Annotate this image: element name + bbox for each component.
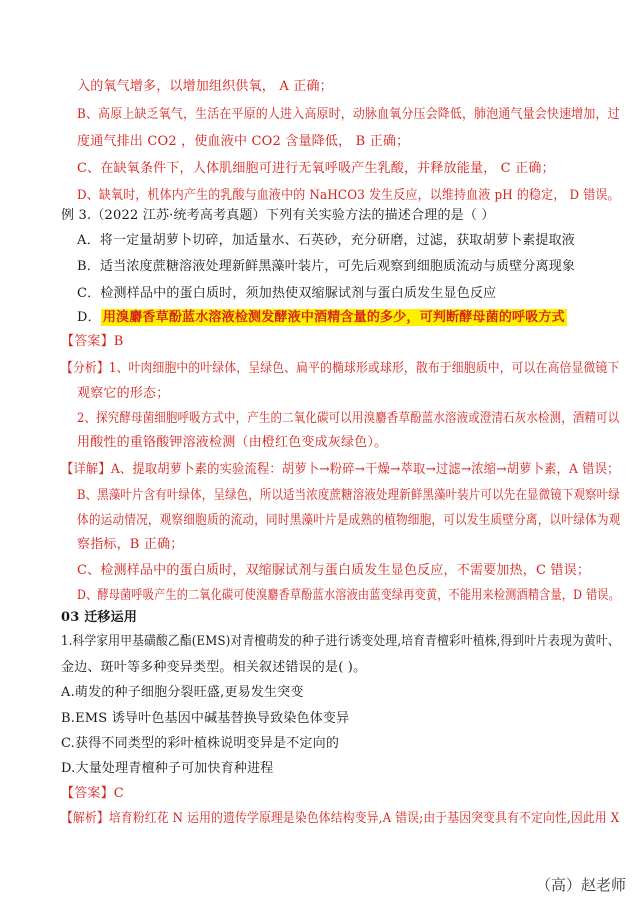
option-b: B．适当浓度蔗糖溶液处理新鲜黑藻叶装片，可先后观察到细胞质流动与质壁分离现象 xyxy=(77,259,576,274)
option-c: C．检测样品中的蛋白质时，须加热使双缩脲试剂与蛋白质发生显色反应 xyxy=(77,286,497,301)
footer-watermark: （高）赵老师 xyxy=(535,876,626,894)
q1-option-a: A.萌发的种子细胞分裂旺盛,更易发生突变 xyxy=(61,685,304,700)
detail-4: 察指标，B 正确； xyxy=(77,537,184,552)
detail-5: C、检测样品中的蛋白质时，双缩脲试剂与蛋白质发生显色反应，不需要加热，C 错误； xyxy=(77,563,591,578)
answer-1: 【答案】B xyxy=(61,334,124,349)
analysis-4: 用酸性的重铬酸钾溶液检测（由橙红色变成灰绿色）。 xyxy=(77,435,388,450)
detail-3: 体的运动情况，观察细胞质的流动，同时黑藻叶片是成熟的植物细胞，可以发生质壁分离，以叶绿体为观 xyxy=(77,513,621,528)
line-1: 入的氧气增多，以增加组织供氧， A 正确； xyxy=(77,79,333,94)
detail-1: 【详解】A、提取胡萝卜素的实验流程：胡萝卜→粉碎→干燥→萃取→过滤→浓缩→胡萝卜素，A 错误； xyxy=(61,462,620,477)
line-4: C、在缺氧条件下，人体肌细胞可进行无氧呼吸产生乳酸，并释放能量， C 正确； xyxy=(77,161,555,176)
line-3: 度通气排出 CO2 ，使血液中 CO2 含量降低， B 正确； xyxy=(77,134,410,149)
q1-option-d: D.大量处理青檀种子可加快育种进程 xyxy=(61,761,274,776)
question-1-line-1: 1.科学家用甲基磺酸乙酯(EMS)对青檀萌发的种子进行诱变处理,培育青檀彩叶植株,得到叶片表现为黄叶、 xyxy=(61,634,620,649)
example-question: 例 3.（2022 江苏·统考高考真题）下列有关实验方法的描述合理的是（ ） xyxy=(61,208,495,223)
analysis-2: 观察它的形态； xyxy=(77,386,170,401)
detail-6: D、酵母菌呼吸产生的二氧化碳可使溴麝香草酚蓝水溶液由蓝变绿再变黄，不能用来检测酒精含量，D 错误。 xyxy=(77,588,620,603)
analysis-1: 【分析】1、叶肉细胞中的叶绿体，呈绿色、扁平的椭球形或球形，散布于细胞质中，可以在高倍显微镜下 xyxy=(61,361,620,376)
option-a: A．将一定量胡萝卜切碎，加适量水、石英砂，充分研磨，过滤，获取胡萝卜素提取液 xyxy=(77,233,575,248)
answer-2: 【答案】C xyxy=(61,786,124,801)
option-d-highlight: 用溴麝香草酚蓝水溶液检测发酵液中酒精含量的多少，可判断酵母菌的呼吸方式 xyxy=(102,310,565,325)
detail-2: B、黑藻叶片含有叶绿体，呈绿色，所以适当浓度蔗糖溶液处理新鲜黑藻叶装片可以先在显微镜下观察叶绿 xyxy=(77,488,620,503)
explanation-1: 【解析】培育粉红花 N 运用的遗传学原理是染色体结构变异,A 错误;由于基因突变具有不定向性,因此用 X xyxy=(61,811,620,826)
option-d xyxy=(77,309,567,327)
line-5: D、缺氧时，机体内产生的乳酸与血液中的 NaHCO3 发生反应，以维持血液 pH 的稳定， D 错误。 xyxy=(77,188,620,203)
section-heading: 03 迁移运用 xyxy=(61,610,138,625)
line-2: B、高原上缺乏氧气，生活在平原的人进入高原时，动脉血氧分压会降低，肺泡通气量会快速增加，过 xyxy=(77,107,620,122)
q1-option-c: C.获得不同类型的彩叶植株说明变异是不定向的 xyxy=(61,736,340,751)
q1-option-b: B.EMS 诱导叶色基因中碱基替换导致染色体变异 xyxy=(61,711,350,726)
option-d-label: D． xyxy=(77,310,101,325)
analysis-3: 2、探究酵母菌细胞呼吸方式中，产生的二氧化碳可以用溴麝香草酚蓝水溶液或澄清石灰水检测，酒精可以 xyxy=(77,411,620,426)
question-1-line-2: 金边、斑叶等多种变异类型。相关叙述错误的是( )。 xyxy=(61,660,367,675)
